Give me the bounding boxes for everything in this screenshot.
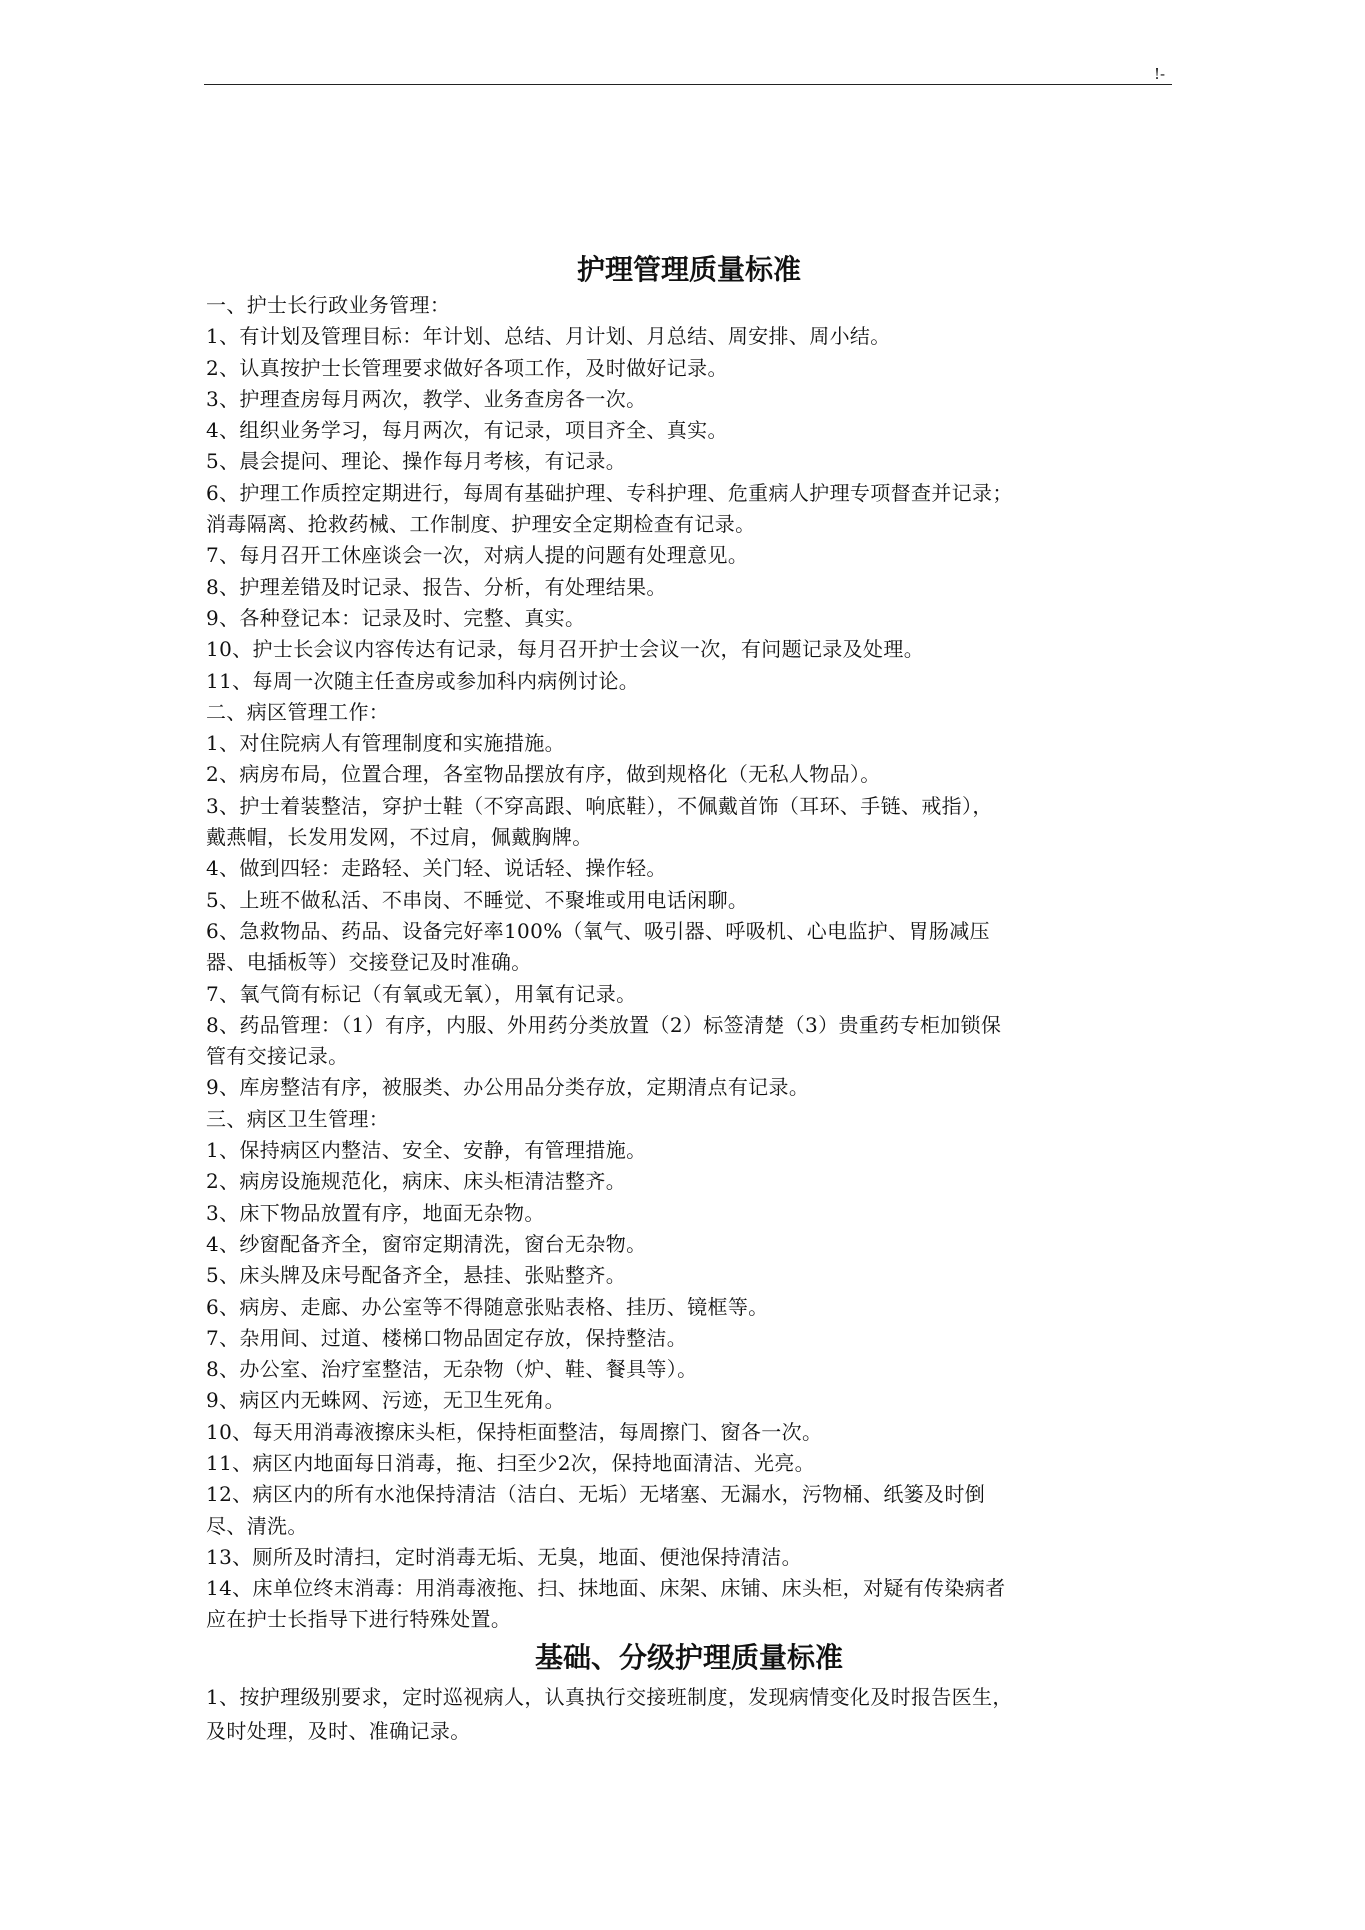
text-line: 2、病房布局，位置合理，各室物品摆放有序，做到规格化（无私人物品）。: [206, 762, 881, 787]
text-line: 12、病区内的所有水池保持清洁（洁白、无垢）无堵塞、无漏水，污物桶、纸篓及时倒: [206, 1482, 986, 1507]
text-line: 应在护士长指导下进行特殊处置。: [206, 1607, 512, 1632]
text-line: 戴燕帽，长发用发网，不过肩，佩戴胸牌。: [206, 825, 593, 850]
text-line: 13、厕所及时清扫，定时消毒无垢、无臭，地面、便池保持清洁。: [206, 1544, 802, 1569]
section2-title: 基础、分级护理质量标准: [534, 1640, 843, 1674]
text-line: 8、护理差错及时记录、报告、分析，有处理结果。: [206, 574, 667, 599]
text-line: 管有交接记录。: [206, 1044, 349, 1069]
text-line: 1、按护理级别要求，定时巡视病人，认真执行交接班制度，发现病情变化及时报告医生，: [206, 1684, 1013, 1709]
text-line: 一、护士长行政业务管理：: [206, 293, 451, 317]
text-line: 三、病区卫生管理：: [206, 1106, 390, 1131]
text-line: 6、护理工作质控定期进行，每周有基础护理、专科护理、危重病人护理专项督查并记录；: [206, 480, 1013, 505]
text-line: 5、床头牌及床号配备齐全，悬挂、张贴整齐。: [206, 1263, 627, 1288]
text-line: 2、病房设施规范化，病床、床头柜清洁整齐。: [206, 1169, 627, 1194]
text-line: 3、床下物品放置有序，地面无杂物。: [206, 1200, 545, 1225]
text-line: 消毒隔离、抢救药械、工作制度、护理安全定期检查有记录。: [206, 512, 756, 537]
text-line: 10、每天用消毒液擦床头柜，保持柜面整洁，每周擦门、窗各一次。: [206, 1419, 823, 1444]
text-line: 9、病区内无蛛网、污迹，无卫生死角。: [206, 1388, 566, 1413]
text-line: 7、每月召开工休座谈会一次，对病人提的问题有处理意见。: [206, 543, 749, 568]
text-line: 7、氧气筒有标记（有氧或无氧），用氧有记录。: [206, 981, 637, 1006]
text-line: 9、各种登记本：记录及时、完整、真实。: [206, 605, 586, 630]
text-line: 7、杂用间、过道、楼梯口物品固定存放，保持整洁。: [206, 1325, 688, 1350]
text-line: 器、电插板等）交接登记及时准确。: [206, 950, 532, 975]
text-line: 1、有计划及管理目标：年计划、总结、月计划、月总结、周安排、周小结。: [206, 324, 891, 349]
text-line: 14、床单位终末消毒：用消毒液拖、扫、抹地面、床架、床铺、床头柜，对疑有传染病者: [206, 1576, 1006, 1601]
text-line: 4、组织业务学习，每月两次，有记录，项目齐全、真实。: [206, 418, 728, 443]
text-line: 10、护士长会议内容传达有记录，每月召开护士会议一次，有问题记录及处理。: [206, 637, 925, 662]
text-line: 尽、清洗。: [206, 1513, 308, 1538]
text-line: 11、每周一次随主任查房或参加科内病例讨论。: [206, 668, 640, 693]
section1-content: [206, 290, 1172, 1636]
document-body: [206, 250, 1172, 1748]
text-line: 8、办公室、治疗室整洁，无杂物（炉、鞋、餐具等）。: [206, 1357, 698, 1382]
text-line: 5、晨会提问、理论、操作每月考核，有记录。: [206, 449, 627, 474]
text-line: 3、护士着装整洁，穿护士鞋（不穿高跟、响底鞋），不佩戴首饰（耳环、手链、戒指），: [206, 793, 993, 818]
document-title: 护理管理质量标准: [576, 253, 801, 286]
text-line: 4、纱窗配备齐全，窗帘定期清洗，窗台无杂物。: [206, 1231, 647, 1256]
text-line: 6、病房、走廊、办公室等不得随意张贴表格、挂历、镜框等。: [206, 1294, 769, 1319]
text-line: 5、上班不做私活、不串岗、不睡觉、不聚堆或用电话闲聊。: [206, 887, 749, 912]
text-line: 6、急救物品、药品、设备完好率100%（氧气、吸引器、呼吸机、心电监护、胃肠减压: [206, 918, 990, 943]
header-mark: !-: [1154, 65, 1166, 83]
text-line: 9、库房整洁有序，被服类、办公用品分类存放，定期清点有记录。: [206, 1075, 810, 1100]
text-line: 1、对住院病人有管理制度和实施措施。: [206, 731, 566, 756]
text-line: 11、病区内地面每日消毒，拖、扫至少2次，保持地面清洁、光亮。: [206, 1450, 816, 1475]
text-line: 8、药品管理：（1）有序，内服、外用药分类放置（2）标签清楚（3）贵重药专柜加锁保: [206, 1012, 1002, 1037]
text-line: 及时处理，及时、准确记录。: [206, 1718, 471, 1743]
text-line: 4、做到四轻：走路轻、关门轻、说话轻、操作轻。: [206, 856, 667, 881]
text-line: 2、认真按护士长管理要求做好各项工作，及时做好记录。: [206, 355, 728, 380]
section2-content: [206, 1680, 1172, 1748]
header-rule: [204, 84, 1172, 85]
text-line: 1、保持病区内整洁、安全、安静，有管理措施。: [206, 1138, 647, 1163]
text-line: 二、病区管理工作：: [206, 699, 390, 724]
text-line: 3、护理查房每月两次，教学、业务查房各一次。: [206, 386, 647, 411]
